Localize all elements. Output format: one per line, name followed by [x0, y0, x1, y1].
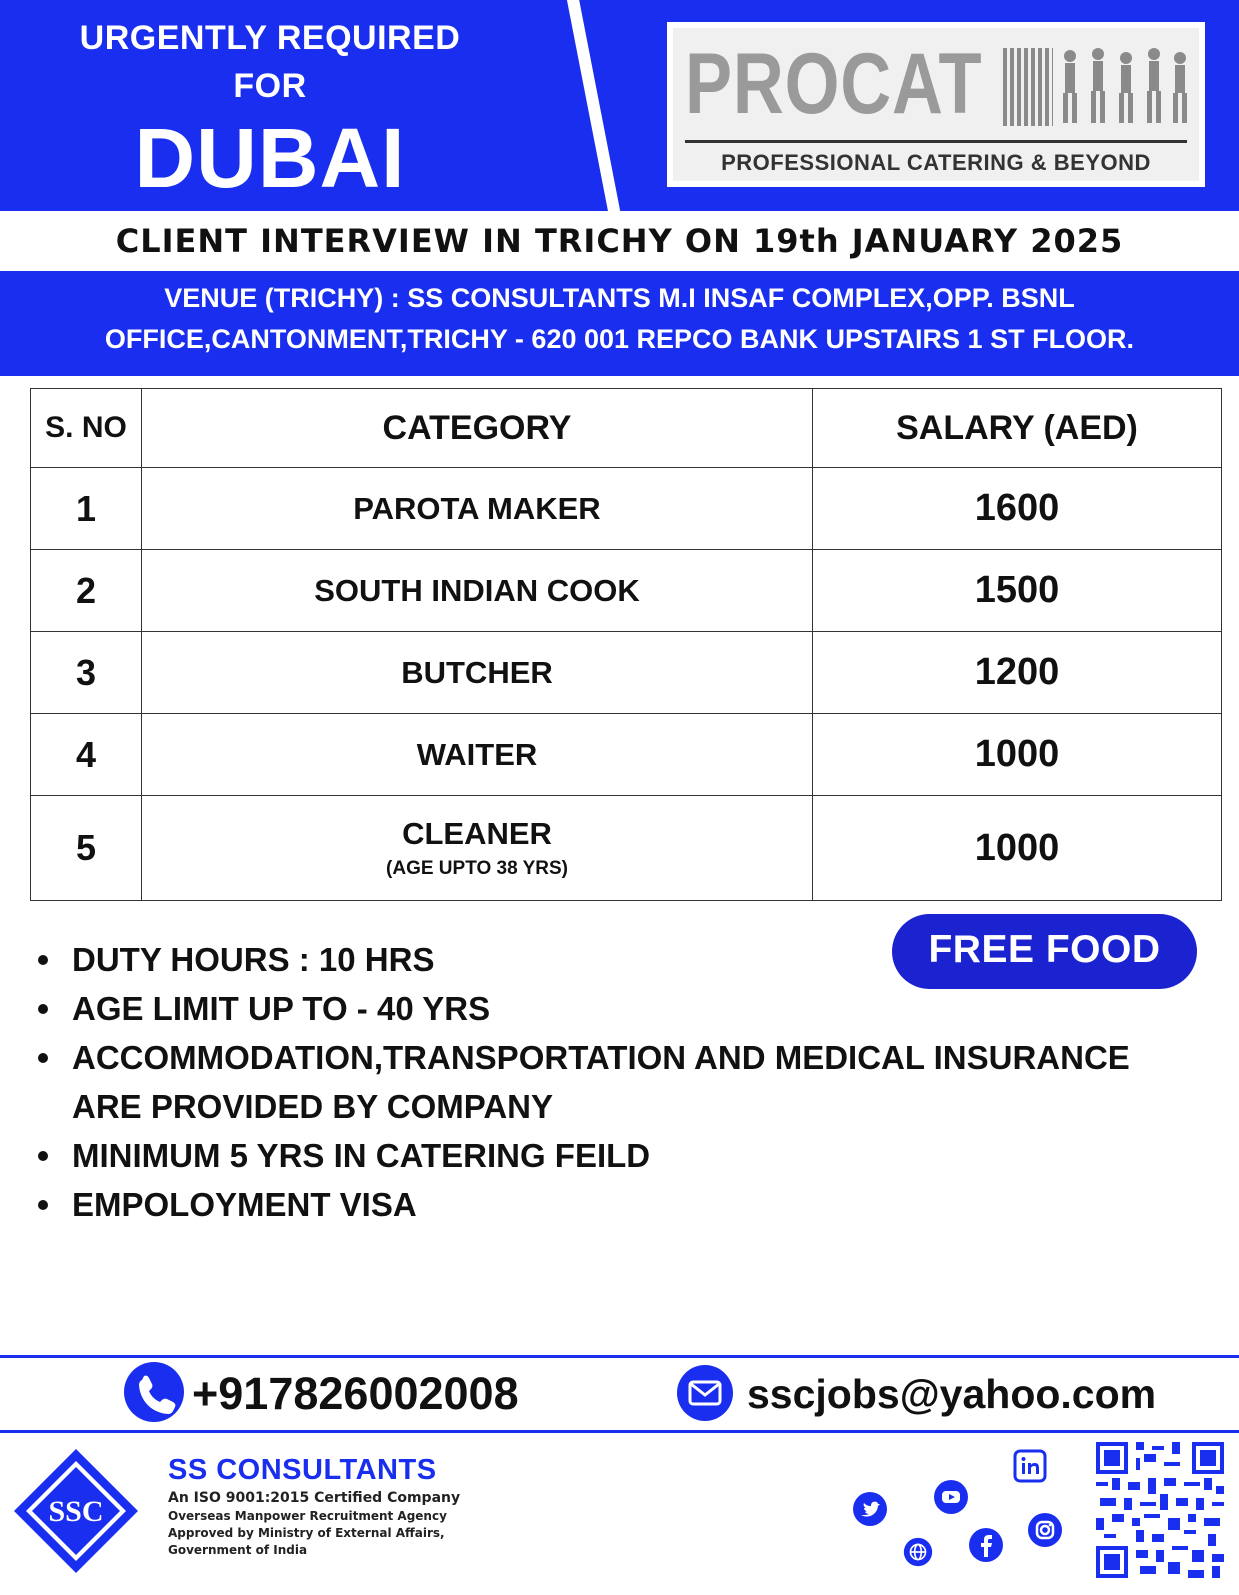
benefits-list: [38, 935, 1218, 1229]
email-address[interactable]: sscjobs@yahoo.com: [747, 1371, 1157, 1417]
ssc-logo-text: SSC: [48, 1495, 104, 1528]
list-item-continuation: ARE PROVIDED BY COMPANY: [72, 1088, 554, 1125]
row-sno: 4: [31, 714, 142, 796]
table-header-row: [31, 389, 1222, 468]
email-icon: [677, 1365, 733, 1421]
list-item: ACCOMMODATION,TRANSPORTATION AND MEDICAL INSURANCE: [38, 1033, 1218, 1082]
row-salary: 1500: [813, 550, 1222, 632]
header-city: DUBAI: [134, 111, 406, 205]
row-salary: 1600: [813, 468, 1222, 550]
list-item: DUTY HOURS : 10 HRS: [38, 935, 1218, 984]
company-desc-2: Approved by Ministry of External Affairs,: [168, 1526, 445, 1540]
row-category: WAITER: [142, 714, 813, 796]
header-line-1: URGENTLY REQUIRED: [79, 19, 461, 57]
header-category: CATEGORY: [142, 389, 813, 468]
procat-logo-wordmark: PROCAT: [685, 36, 983, 132]
table-row: [31, 550, 1222, 632]
globe-icon[interactable]: [903, 1537, 933, 1567]
row-sno: 5: [31, 796, 142, 901]
linkedin-icon[interactable]: [1012, 1448, 1048, 1484]
list-item: MINIMUM 5 YRS IN CATERING FEILD: [38, 1131, 1218, 1180]
youtube-icon[interactable]: [933, 1479, 969, 1515]
header-sno: S. NO: [31, 389, 142, 468]
company-desc-1: Overseas Manpower Recruitment Agency: [168, 1509, 447, 1523]
table-row: [31, 632, 1222, 714]
interview-announcement: CLIENT INTERVIEW IN TRICHY ON 19th JANUARY 2025: [115, 222, 1124, 260]
jobs-table: [30, 388, 1222, 901]
row-salary: 1200: [813, 632, 1222, 714]
row-category: SOUTH INDIAN COOK: [142, 550, 813, 632]
row-category-cell: [142, 796, 813, 901]
row-sno: 2: [31, 550, 142, 632]
row-category-note: (AGE UPTO 38 YRS): [386, 858, 568, 879]
free-food-badge: FREE FOOD: [892, 914, 1197, 989]
procat-tagline: PROFESSIONAL CATERING & BEYOND: [721, 150, 1151, 175]
row-category: CLEANER: [402, 816, 552, 851]
header-title-block: [60, 14, 480, 206]
row-salary: 1000: [813, 796, 1222, 901]
list-item: EMPOLOYMENT VISA: [38, 1180, 1218, 1229]
company-cert: An ISO 9001:2015 Certified Company: [168, 1490, 461, 1506]
phone-icon: [124, 1362, 184, 1422]
row-sno: 1: [31, 468, 142, 550]
chef-figures-icon: [1058, 44, 1193, 130]
qr-code[interactable]: [1096, 1441, 1224, 1579]
company-desc-3: Government of India: [168, 1543, 308, 1557]
contact-rule-top: [0, 1355, 1239, 1358]
header-line-2: FOR: [233, 67, 307, 105]
venue-banner: [0, 271, 1239, 376]
table-row: [31, 468, 1222, 550]
table-row: [31, 796, 1222, 901]
list-item: AGE LIMIT UP TO - 40 YRS: [38, 984, 1218, 1033]
row-category: BUTCHER: [142, 632, 813, 714]
venue-line-1: VENUE (TRICHY) : SS CONSULTANTS M.I INSAF COMPLEX,OPP. BSNL: [164, 283, 1075, 313]
logo-rule: [685, 140, 1187, 143]
ssc-logo: [10, 1445, 142, 1577]
phone-number[interactable]: +917826002008: [192, 1368, 519, 1419]
logo-stripes: [1003, 48, 1053, 126]
instagram-icon[interactable]: [1027, 1512, 1063, 1548]
contact-rule-bottom: [0, 1430, 1239, 1433]
venue-line-2: OFFICE,CANTONMENT,TRICHY - 620 001 REPCO BANK UPSTAIRS 1 ST FLOOR.: [104, 324, 1135, 354]
row-category: PAROTA MAKER: [142, 468, 813, 550]
twitter-icon[interactable]: [852, 1491, 888, 1527]
table-row: [31, 714, 1222, 796]
row-sno: 3: [31, 632, 142, 714]
company-name: SS CONSULTANTS: [168, 1454, 437, 1486]
header-salary: SALARY (AED): [813, 389, 1222, 468]
procat-logo: [667, 22, 1205, 187]
facebook-icon[interactable]: [968, 1527, 1004, 1563]
row-salary: 1000: [813, 714, 1222, 796]
